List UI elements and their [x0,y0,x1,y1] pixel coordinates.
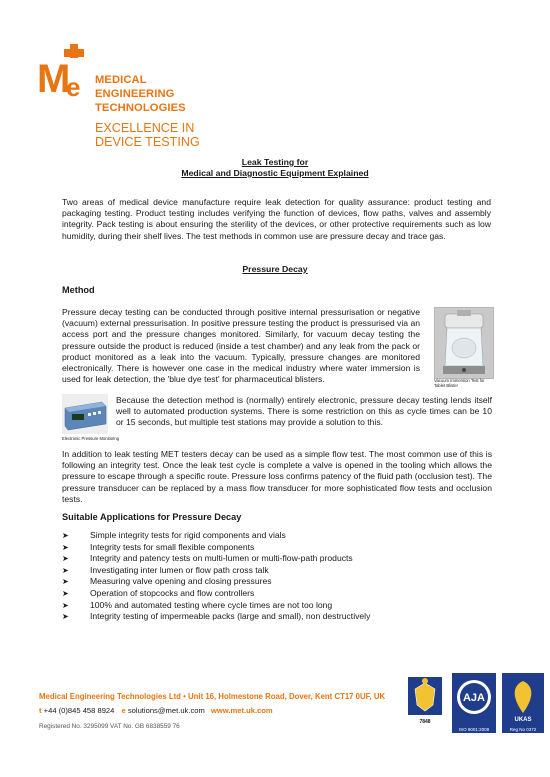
method-paragraph-3: In addition to leak testing MET testers decay can be used as a simple flow test. The most common use of this is following an integrity test. Once the leak test cycle is complete a valve is opened in the tooling which allows the pressure to escape through a specific route. Pressure loss confirms patency of the fluid path (occlusion test). The pressure transducer can be replaced by a mass flow transducer for more sophisticated flow tests and occlusion tests. [62,449,492,504]
list-item: ➤ Simple integrity tests for rigid components and vials [62,530,286,540]
list-item: ➤ Integrity and patency tests on multi-lumen or multi-flow-path products [62,553,353,564]
svg-text:M: M [37,57,71,101]
email-link[interactable]: solutions@met.uk.com [127,706,205,715]
brand-name [95,73,186,115]
document-title [0,157,550,179]
brand-name-line: TECHNOLOGIES [95,102,186,114]
arrow-bullet-icon: ➤ [62,565,69,575]
footer-contact [39,706,273,715]
aja-certification-badge [452,673,496,733]
list-item: ➤ Integrity tests for small flexible components [62,541,255,552]
intro-paragraph: Two areas of medical device manufacture require leak detection for quality assurance: product testing and packaging testing. Product testing includes verifying the function of devices, flow paths, valves and assembly integrity. Pack testing is about ensuring the sterility of the devices, or other protective requirements such as low humidity, during their shelf lives. The test methods in common use are pressure decay and trace gas. [62,197,491,241]
method-paragraph-1: Pressure decay testing can be conducted through positive internal pressurisation or negative (vacuum) external pressurisation. In positive pressure testing the product is pressurised via an access port and the pressure changes monitored. Similarly, for vacuum decay testing the pressure outside the product is reduced (inside a test chamber) and any leak from the pack or product monitored as a leak into the vacuum. Typically, pressure changes are monitored electronically. There is however one case in the medical industry where water immersion is used for leak detection, the 'blue dye test' for pharmaceutical blisters. [62,307,420,385]
method-heading: Method [62,285,95,295]
badge3-text: UKAS [514,717,532,723]
arrow-bullet-icon: ➤ [62,588,69,598]
electronic-monitor-photo [62,394,108,434]
brand-tagline [95,121,200,149]
vacuum-photo-caption: Vacuum Immersion Test for Tablet Blister [434,378,485,389]
svg-text:e: e [66,72,81,102]
applications-heading: Suitable Applications for Pressure Decay [62,512,242,522]
list-item: ➤ 100% and automated testing where cycle times are not too long [62,599,333,610]
website-link[interactable]: www.met.uk.com [210,706,273,715]
arrow-bullet-icon: ➤ [62,542,69,552]
monitor-photo-caption: Electronic Pressure Monitoring [62,436,120,441]
royal-crest-badge [406,675,444,725]
vacuum-immersion-photo [434,307,494,379]
section-title: Pressure Decay [242,264,308,274]
arrow-bullet-icon: ➤ [62,531,69,540]
brand-name-line: ENGINEERING [95,88,175,100]
tagline-line: DEVICE TESTING [95,135,200,149]
met-logo [36,44,88,104]
tagline-line: EXCELLENCE IN [95,121,195,135]
badge2-bottom: ISO 9001:2008 [458,727,490,732]
method-paragraph-2: Because the detection method is (normally) entirely electronic, pressure decay testing lends itself well to automated production systems. There is some restriction on this as cycle times can be 10 or 15 seconds, but multiple test stations may provide a solution to this. [116,395,492,428]
badge2-top: AJA [462,692,486,704]
list-item: ➤ Integrity testing of impermeable packs (large and small), non destructively [62,611,371,622]
list-item: ➤ Operation of stopcocks and flow controllers [62,587,255,598]
badge3-bottom: Reg No 0372 [509,727,537,732]
email-label: e [121,706,126,715]
phone-label: t [39,706,42,715]
list-item: ➤ Measuring valve opening and closing pressures [62,576,272,587]
brand-name-line: MEDICAL [95,74,147,86]
ukas-badge [502,673,544,733]
title-line-2: Medical and Diagnostic Equipment Explained [181,168,369,178]
registration-info: Registered No. 3295099 VAT No. GB 6838559 76 [39,723,180,730]
arrow-bullet-icon: ➤ [62,577,69,587]
arrow-bullet-icon: ➤ [62,554,69,564]
title-line-1: Leak Testing for [241,157,309,167]
list-item: ➤ Investigating inter lumen or flow path cross talk [62,564,269,575]
badge1-text: 7848 [419,719,431,725]
arrow-bullet-icon: ➤ [62,612,69,622]
footer-address: Medical Engineering Technologies Ltd • Unit 16, Holmestone Road, Dover, Kent CT17 0UF, UK [39,692,386,701]
applications-list [62,530,492,623]
arrow-bullet-icon: ➤ [62,600,69,610]
phone-number: +44 (0)845 458 8924 [43,706,115,715]
